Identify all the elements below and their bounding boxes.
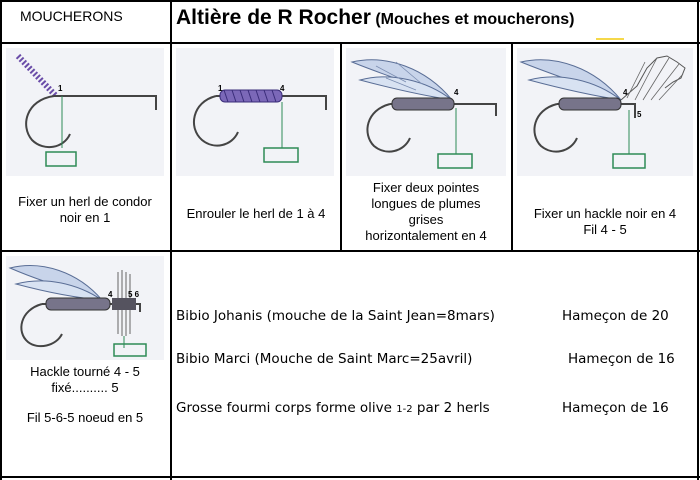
grid-col-1: [170, 0, 172, 480]
recipe-3-text: Grosse fourmi corps forme olive: [176, 400, 397, 416]
recipe-row-1: [176, 308, 669, 324]
recipe-row-3: [176, 400, 669, 416]
step-2-number-4: 4: [280, 84, 285, 93]
recipe-2-text: Bibio Marci (Mouche de Saint Marc=25avril): [176, 351, 473, 367]
grid-header-divider: [0, 42, 700, 44]
step-4-number-4: 4: [623, 88, 628, 97]
recipe-1-hook: Hameçon de 20: [562, 308, 669, 324]
recipe-3-tail: par 2 herls: [412, 400, 490, 416]
grid-col-3: [511, 42, 513, 252]
recipe-2-hook: Hameçon de 16: [568, 351, 675, 367]
recipe-row-2: [176, 351, 675, 367]
step-3-number-4: 4: [454, 88, 459, 97]
step-5-caption: Hackle tourné 4 - 5 fixé.......... 5 Fil 5-6-5 noeud en 5: [26, 364, 144, 425]
grid-border-top: [0, 0, 700, 2]
step-2-caption: Enrouler le herl de 1 à 4: [186, 206, 326, 221]
step-4-illustration: [517, 48, 693, 176]
grid-border-bottom: [0, 476, 700, 478]
step-2-number-1: 1: [218, 84, 223, 93]
step-1-illustration: [6, 48, 164, 176]
recipe-3-hook: Hameçon de 16: [562, 400, 669, 416]
step-4-caption: Fixer un hackle noir en 4 Fil 4 - 5: [533, 206, 677, 237]
section-label: MOUCHERONS: [20, 8, 123, 24]
recipe-1-text: Bibio Johanis (mouche de la Saint Jean=8mars): [176, 308, 495, 324]
recipe-3-small: 1-2: [396, 404, 413, 415]
grid-border-right: [697, 0, 699, 480]
page-title: [176, 6, 574, 30]
step-3-illustration: [346, 48, 506, 176]
step-1-number: 1: [58, 84, 63, 93]
grid-row-divider: [0, 250, 700, 252]
step-5-illustration: [6, 256, 164, 360]
step-5-number-4: 4: [108, 290, 113, 299]
step-5-number-5-6: 5 6: [128, 290, 140, 299]
page-title-main: Altière de R Rocher: [176, 6, 371, 29]
step-3-caption: Fixer deux pointes longues de plumes grises horizontalement en 4: [365, 180, 487, 243]
step-1-caption: Fixer un herl de condor noir en 1: [18, 194, 152, 225]
page-title-sub: (Mouches et moucherons): [375, 11, 575, 28]
step-2-illustration: [176, 48, 334, 176]
decorative-mark: [596, 38, 624, 40]
step-4-number-5: 5: [637, 110, 642, 119]
grid-col-2: [340, 42, 342, 252]
